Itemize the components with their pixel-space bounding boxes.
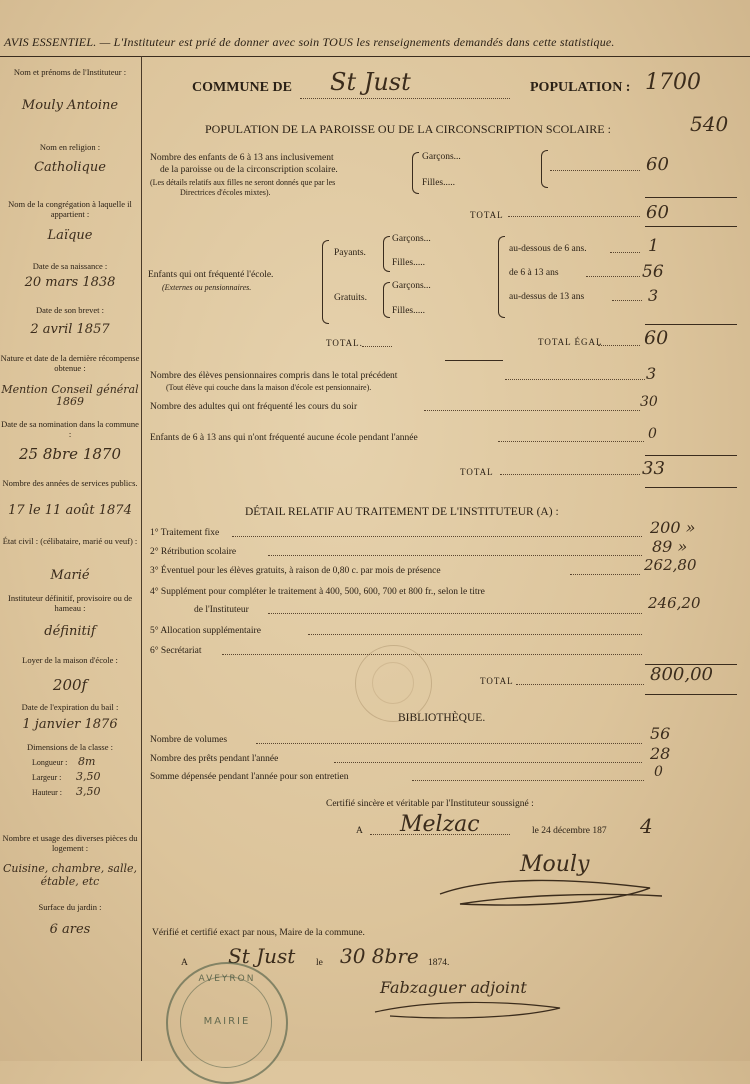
sidebar-value-lease: 1 janvier 1876 [22, 717, 118, 732]
sidebar-value-civil-status: Marié [50, 568, 90, 583]
attendance-total-label: TOTAL. [326, 338, 363, 348]
stamp-inner-text: MAIRIE [203, 1016, 251, 1027]
library-title: BIBLIOTHÈQUE. [398, 712, 486, 724]
children-label-1: Nombre des enfants de 6 à 13 ans inclusivement [150, 153, 334, 163]
library-spent-label: Somme dépensée pendant l'année pour son entretien [150, 772, 349, 782]
children-brace [412, 152, 419, 194]
boarders-total-value: 33 [642, 458, 665, 479]
library-loans-value: 28 [650, 744, 671, 763]
mayor-year: 1874. [428, 958, 450, 968]
header-notice: AVIS ESSENTIEL. — L'Instituteur est prié de donner avec soin TOUS les renseignements demandés dans cette statistique. [4, 35, 615, 49]
commune-underline [300, 98, 510, 99]
population-title: POPULATION DE LA PAROISSE OU DE LA CIRCONSCRIPTION SCOLAIRE : [205, 122, 611, 136]
salary-item-1-label: 1° Traitement fixe [150, 528, 220, 538]
children-total-label: TOTAL [470, 210, 504, 220]
paying-brace [383, 236, 390, 272]
children-brace-right [541, 150, 548, 188]
attendance-total-dots [362, 346, 392, 347]
sidebar-label-birthdate: Date de sa naissance : [32, 261, 108, 271]
over13-label: au-dessus de 13 ans [509, 292, 585, 302]
sidebar-value-position: définitif [44, 624, 96, 639]
age6to13-dots [586, 276, 640, 277]
sidebar-value-appointment: 25 8bre 1870 [19, 445, 121, 463]
mayor-signature: Fabzaguer adjoint [380, 978, 527, 997]
mayor-date-value: 30 8bre [340, 944, 419, 968]
children-note-2: Directrices d'écoles mixtes). [180, 188, 271, 197]
over13-dots [612, 300, 642, 301]
section-rule-2 [645, 487, 737, 488]
mayor-signature-flourish [370, 994, 570, 1024]
salary-item-4-dots [268, 613, 642, 614]
free-brace [383, 282, 390, 318]
header-rule [0, 56, 750, 57]
salary-item-5-dots [308, 634, 642, 635]
dim-width-value: 3,50 [76, 770, 101, 783]
total-equal-dots [598, 345, 640, 346]
sidebar-label-garden: Surface du jardin : [38, 902, 102, 912]
sidebar-label-civil-status: État civil : (célibataire, marié ou veuf) : [2, 536, 138, 546]
under6-label: au-dessous de 6 ans. [509, 244, 587, 254]
sidebar-label-lease: Date de l'expiration du bail : [21, 702, 119, 712]
sidebar-label-name: Nom et prénoms de l'Instituteur : [13, 67, 127, 77]
sidebar-divider [141, 56, 142, 1061]
paying-girls-label: Filles..... [392, 258, 425, 268]
mid-rule [445, 360, 503, 361]
signature-flourish [430, 874, 670, 914]
salary-item-3-value: 262,80 [644, 556, 697, 574]
no-school-value: 0 [648, 426, 657, 442]
boarders-total-dots [500, 474, 640, 475]
free-label: Gratuits. [334, 293, 367, 303]
salary-item-6-dots [222, 654, 642, 655]
under6-value: 1 [648, 236, 659, 256]
mairie-stamp [166, 962, 288, 1084]
no-school-dots [498, 441, 644, 442]
sidebar-value-service-years: 17 le 11 août 1874 [8, 503, 132, 518]
boarders-value: 3 [646, 364, 657, 383]
dim-height-label: Hauteur : [32, 788, 62, 797]
sidebar-value-name: Mouly Antoine [21, 98, 119, 113]
mayor-date-prefix: le [316, 958, 323, 968]
sidebar-value-brevet: 2 avril 1857 [30, 322, 110, 337]
sidebar-label-brevet: Date de son brevet : [36, 305, 104, 315]
salary-item-3-dots [570, 574, 640, 575]
population-value: 1700 [645, 70, 701, 95]
teacher-signature: Mouly [520, 852, 590, 877]
salary-item-1-dots [232, 536, 642, 537]
salary-item-6-label: 6° Secrétariat [150, 646, 202, 656]
no-school-label: Enfants de 6 à 13 ans qui n'ont fréquenté aucune école pendant l'année [150, 433, 418, 443]
children-note-1: (Les détails relatifs aux filles ne seront donnés que par les [150, 178, 336, 187]
total-equal-value: 60 [644, 327, 669, 349]
salary-item-4b-label: de l'Instituteur [194, 605, 249, 615]
sidebar-value-congregation: Laïque [47, 228, 93, 243]
salary-item-4-value: 246,20 [648, 594, 701, 612]
children-value: 60 [646, 154, 669, 175]
sidebar-value-garden: 6 ares [49, 922, 91, 937]
attendance-label-1: Enfants qui ont fréquenté l'école. [148, 270, 274, 280]
salary-item-2-value: 89 » [652, 537, 688, 556]
certified-place-value: Melzac [400, 812, 480, 837]
salary-item-1-value: 200 » [650, 518, 696, 537]
attendance-brace [322, 240, 329, 324]
sidebar-value-rent: 200f [52, 676, 88, 694]
sidebar-label-appointment: Date de sa nomination dans la commune : [1, 419, 139, 439]
adults-dots [424, 410, 640, 411]
sidebar-label-service-years: Nombre des années de services publics. [2, 478, 138, 488]
paying-boys-label: Garçons... [392, 234, 431, 244]
children-total-rule [645, 197, 737, 198]
library-loans-label: Nombre des prêts pendant l'année [150, 754, 279, 764]
children-label-2: de la paroisse ou de la circonscription scolaire. [160, 165, 338, 175]
sidebar-value-birthdate: 20 mars 1838 [24, 275, 116, 290]
boarders-note: (Tout élève qui couche dans la maison d'école est pensionnaire). [166, 383, 372, 392]
free-boys-label: Garçons... [392, 281, 431, 291]
sidebar-value-religion: Catholique [34, 160, 106, 175]
population-label: POPULATION : [530, 80, 631, 95]
boarders-total-label: TOTAL [460, 467, 494, 477]
commune-label: COMMUNE DE [192, 80, 292, 95]
certified-place-dots [370, 834, 510, 835]
dim-length-label: Longueur : [32, 758, 68, 767]
sidebar-value-award: Mention Conseil général 1869 [1, 383, 139, 409]
library-spent-value: 0 [654, 764, 663, 780]
sidebar-label-congregation: Nom de la congrégation à laquelle il appartient : [8, 199, 132, 219]
salary-item-5-label: 5° Allocation supplémentaire [150, 626, 261, 636]
population-title-value: 540 [690, 112, 729, 136]
library-volumes-label: Nombre de volumes [150, 735, 228, 745]
sidebar-label-rent: Loyer de la maison d'école : [22, 655, 118, 665]
section-rule-1 [645, 226, 737, 227]
salary-total-dots [516, 684, 644, 685]
sidebar-label-religion: Nom en religion : [39, 142, 101, 152]
attendance-label-2: (Externes ou pensionnaires. [162, 283, 252, 292]
certified-date-text: le 24 décembre 187 [532, 826, 607, 836]
salary-item-2-label: 2° Rétribution scolaire [150, 547, 237, 557]
dim-height-value: 3,50 [76, 785, 101, 798]
library-loans-dots [334, 762, 642, 763]
children-total-value: 60 [646, 202, 669, 223]
children-total-dots [508, 216, 640, 217]
salary-title: DÉTAIL RELATIF AU TRAITEMENT DE L'INSTITUTEUR (A) : [245, 506, 559, 518]
free-girls-label: Filles..... [392, 306, 425, 316]
children-girls-label: Filles..... [422, 178, 455, 188]
sidebar-label-position: Instituteur définitif, provisoire ou de hameau : [8, 593, 132, 613]
salary-total-value: 800,00 [650, 664, 713, 685]
stamp-text: AVEYRON [198, 974, 256, 984]
children-dots [550, 170, 640, 171]
certified-year-digit: 4 [640, 814, 653, 838]
mayor-place-prefix: A [181, 958, 188, 968]
sidebar-label-rooms: Nombre et usage des diverses pièces du logement : [2, 833, 138, 853]
adults-label: Nombre des adultes qui ont fréquenté les cours du soir [150, 402, 358, 412]
salary-item-2-dots [268, 555, 642, 556]
sidebar-label-award: Nature et date de la dernière récompense obtenue : [0, 353, 140, 373]
library-spent-dots [412, 780, 644, 781]
salary-total-label: TOTAL [480, 676, 514, 686]
salary-item-4-label: 4° Supplément pour compléter le traitement à 400, 500, 600, 700 et 800 fr., selon le titre [150, 587, 485, 597]
certified-place-prefix: A [356, 826, 363, 836]
mayor-text: Vérifié et certifié exact par nous, Maire de la commune. [152, 928, 365, 938]
stain-ring-inner [372, 662, 414, 704]
dim-length-value: 8m [78, 755, 96, 768]
boarders-total-rule [645, 455, 737, 456]
mayor-place-value: St Just [228, 944, 296, 968]
library-volumes-dots [256, 743, 642, 744]
library-volumes-value: 56 [650, 724, 671, 743]
age-brace [498, 236, 505, 318]
commune-value: St Just [330, 68, 411, 96]
total-equal-label: TOTAL ÉGAL [538, 337, 603, 347]
age6to13-label: de 6 à 13 ans [509, 268, 559, 278]
dim-width-label: Largeur : [32, 773, 62, 782]
children-boys-label: Garçons... [422, 152, 461, 162]
age-total-rule [645, 324, 737, 325]
adults-value: 30 [640, 394, 658, 410]
age6to13-value: 56 [642, 262, 664, 282]
boarders-label: Nombre des élèves pensionnaires compris dans le total précédent [150, 371, 398, 381]
paying-label: Payants. [334, 248, 366, 258]
over13-value: 3 [648, 286, 659, 305]
sidebar-value-rooms: Cuisine, chambre, salle, étable, etc [2, 862, 138, 889]
under6-dots [610, 252, 640, 253]
boarders-dots [505, 379, 645, 380]
salary-item-3-label: 3° Éventuel pour les élèves gratuits, à raison de 0,80 c. par mois de présence [150, 566, 441, 576]
sidebar-label-dimensions: Dimensions de la classe : [27, 742, 113, 752]
certified-text: Certifié sincère et véritable par l'Instituteur soussigné : [326, 799, 534, 809]
section-rule-3 [645, 694, 737, 695]
